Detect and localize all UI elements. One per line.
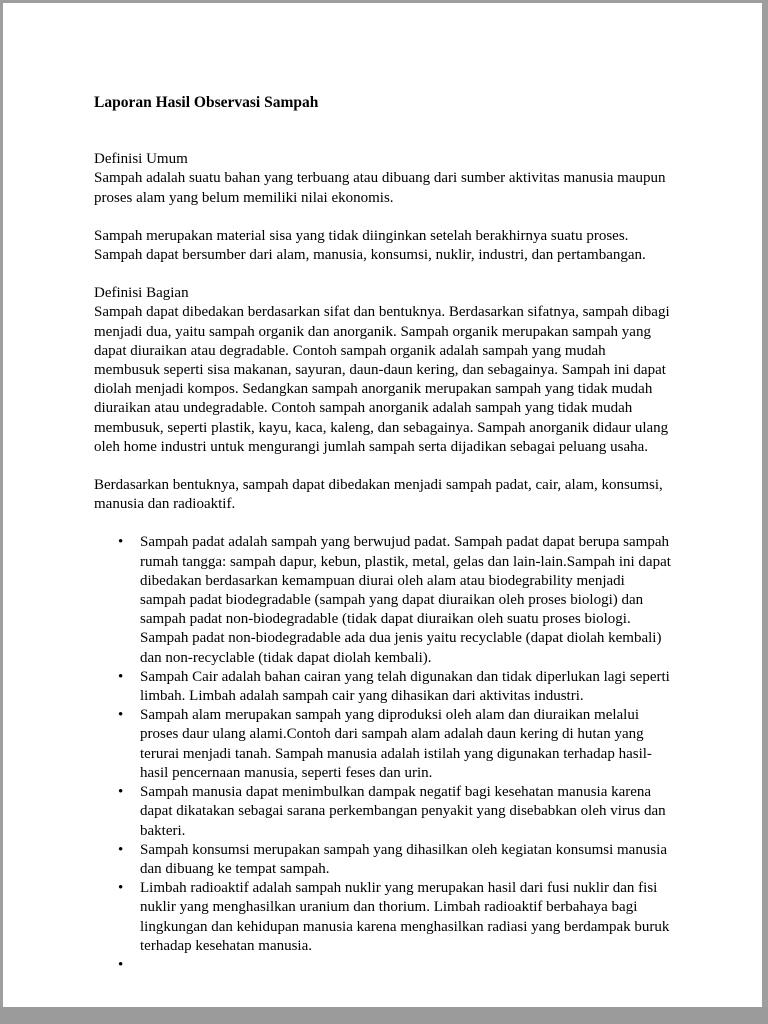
bullet-item-limbah-radioaktif: • Limbah radioaktif adalah sampah nuklir yang merupakan hasil dari fusi nuklir dan fisi nuklir yang menghasilkan uranium dan thorium. Limbah radioaktif berbahaya bagi lingkungan dan kehidupan manusia karena menghasilkan radiasi yang berdampak buruk terhadap kesehatan manusia. — [140, 879, 673, 956]
bullet-item-empty — [140, 956, 673, 975]
paragraph-definisi-umum: Sampah adalah suatu bahan yang terbuang atau dibuang dari sumber aktivitas manusia maupun proses alam yang belum memiliki nilai ekonomis. — [94, 170, 666, 206]
viewer-bottom-edge — [0, 1007, 768, 1024]
bullet-item-sampah-cair: • Sampah Cair adalah bahan cairan yang telah digunakan dan tidak diperlukan lagi seperti limbah. Limbah adalah sampah cair yang dihasikan dari aktivitas industri. — [140, 668, 673, 706]
bullet-item-sampah-konsumsi: • Sampah konsumsi merupakan sampah yang dihasilkan oleh kegiatan konsumsi manusia dan dibuang ke tempat sampah. — [140, 841, 673, 879]
bullet-list — [94, 533, 673, 975]
document-title: Laporan Hasil Observasi Sampah — [94, 94, 319, 111]
bullet-item-sampah-alam: • Sampah alam merupakan sampah yang diproduksi oleh alam dan diuraikan melalui proses daur ulang alami.Contoh dari sampah alam adalah daun kering di hutan yang terurai menjadi tanah. Sampah manusia adalah istilah yang digunakan terhadap hasil-hasil pencernaan manusia, seperti feses dan urin. — [140, 706, 673, 783]
bullet-item-sampah-padat: • Sampah padat adalah sampah yang berwujud padat. Sampah padat dapat berupa sampah rumah tangga: sampah dapur, kebun, plastik, metal, gelas dan lain-lain.Sampah ini dapat dibedakan berdasarkan kemampuan diurai oleh alam atau biodegrability menjadi sampah padat biodegradable (sampah yang dapat diuraikan oleh proses biologi) dan sampah padat non-biodegradable (tidak dapat diuraikan oleh suatu proses biologi. Sampah padat non-biodegradable ada dua jenis yaitu recyclable (dapat diolah kembali) dan non-recyclable (tidak dapat diolah kembali). — [140, 533, 673, 667]
bullet-item-sampah-manusia: • Sampah manusia dapat menimbulkan dampak negatif bagi kesehatan manusia karena dapat dikatakan sebagai sarana perkembangan penyakit yang disebabkan oleh virus dan bakteri. — [140, 783, 673, 841]
paragraph-berdasarkan-bentuk: Berdasarkan bentuknya, sampah dapat dibedakan menjadi sampah padat, cair, alam, konsumsi, manusia dan radioaktif. — [94, 477, 663, 513]
section-heading-definisi-umum: Definisi Umum — [94, 151, 188, 168]
section-heading-definisi-bagian: Definisi Bagian — [94, 285, 189, 302]
document-page — [3, 3, 762, 1007]
paragraph-material-sisa: Sampah merupakan material sisa yang tidak diinginkan setelah berakhirnya suatu proses. Sampah dapat bersumber dari alam, manusia, konsumsi, nuklir, industri, dan pertambangan. — [94, 227, 646, 264]
paragraph-definisi-bagian: Sampah dapat dibedakan berdasarkan sifat dan bentuknya. Berdasarkan sifatnya, sampah dibagi menjadi dua, yaitu sampah organik dan anorganik. Sampah organik merupakan sampah yang dapat diuraikan atau degradable. Contoh sampah organik adalah sampah yang mudah membusuk seperti sisa makanan, sayuran, daun-daun kering, dan sebagainya. Sampah ini dapat diolah menjadi kompos. Sedangkan sampah anorganik merupakan sampah yang tidak mudah diuraikan atau undegradable. Contoh sampah anorganik adalah sampah yang tidak mudah membusuk, seperti plastik, kayu, kaca, kaleng, dan sebagainya. Sampah anorganik didaur ulang oleh home industri untuk mengurangi jumlah sampah serta dijadikan sebagai peluang usaha. — [94, 304, 670, 455]
